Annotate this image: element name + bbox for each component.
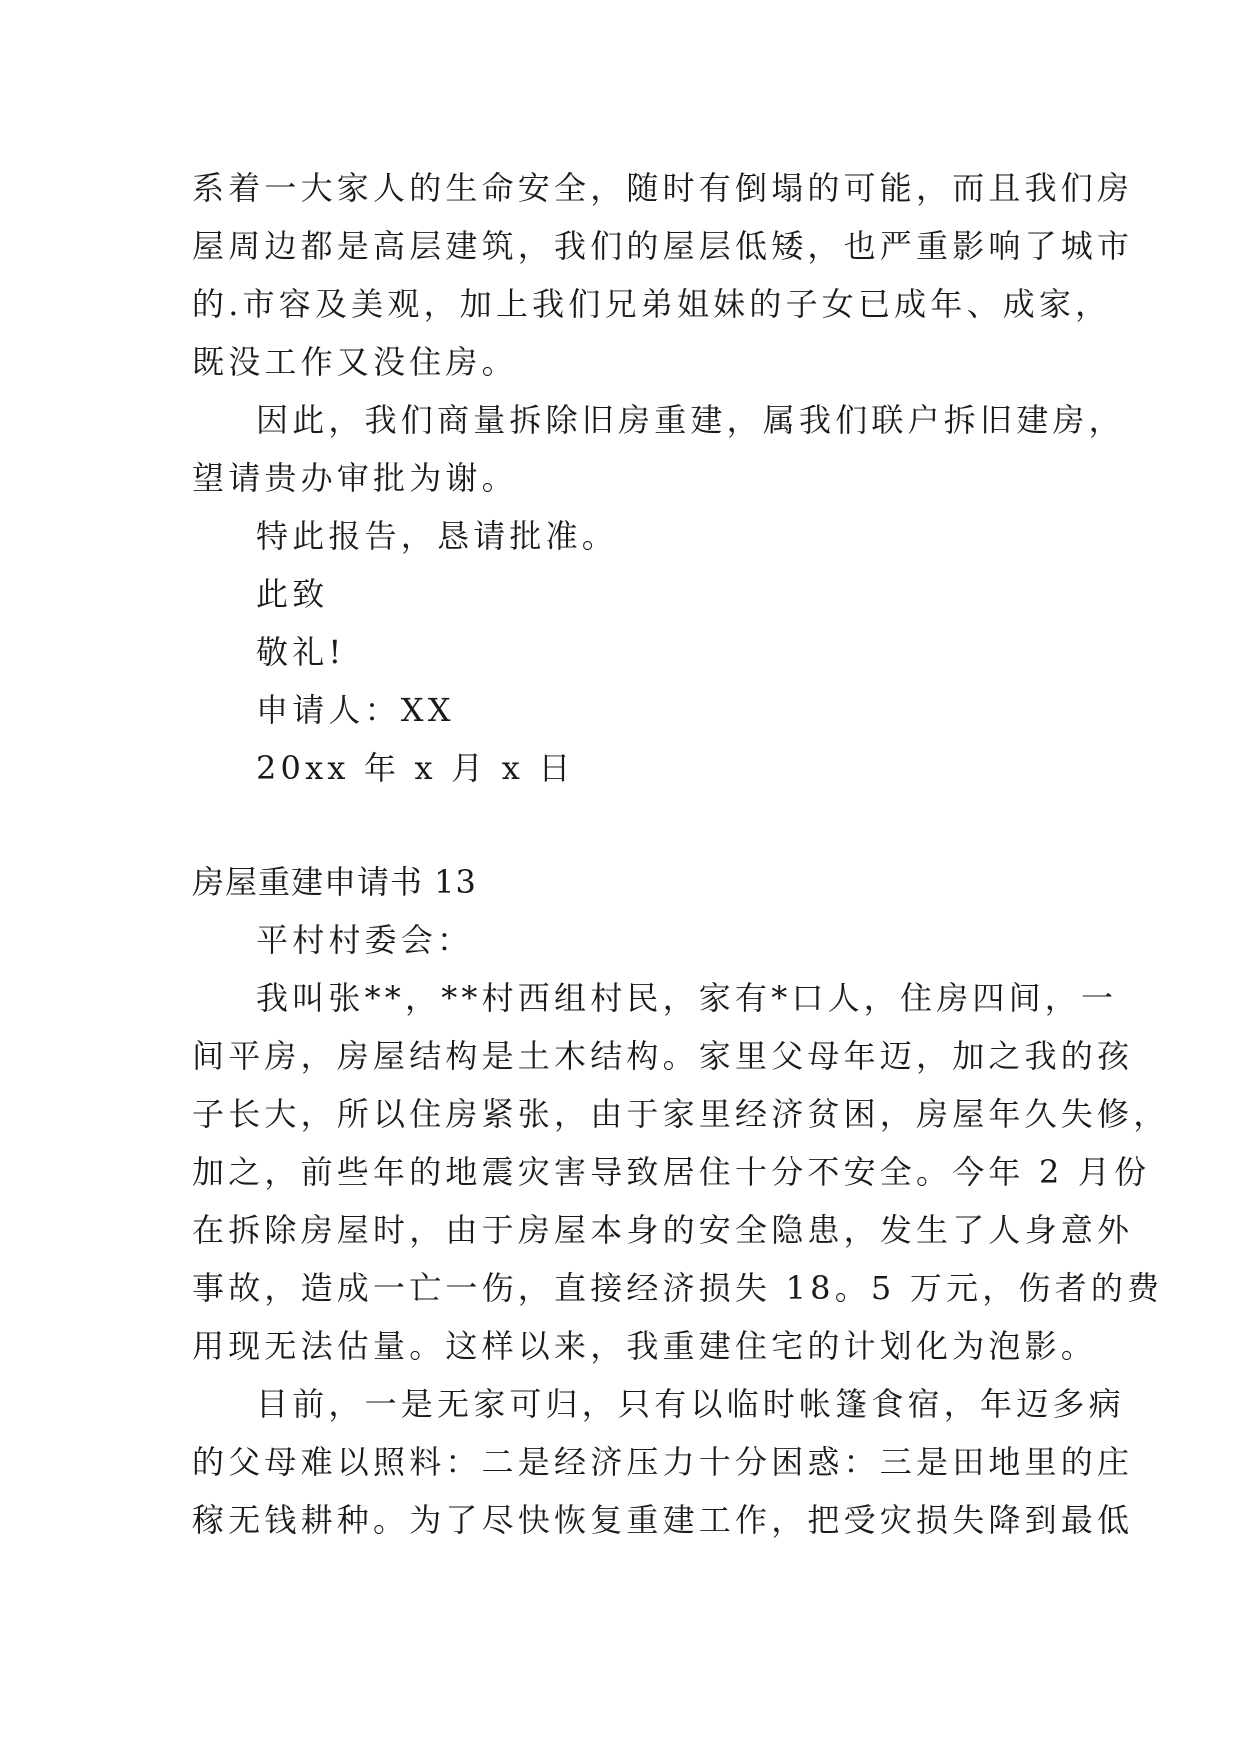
text-line: 子长大，所以住房紧张，由于家里经济贫困，房屋年久失修， (192, 1095, 1170, 1133)
text-line: 我叫张**，**村西组村民，家有*口人，住房四间，一 (256, 979, 1118, 1017)
closing-report-line: 特此报告，恳请批准。 (256, 517, 619, 555)
text-line: 间平房，房屋结构是土木结构。家里父母年迈，加之我的孩 (192, 1037, 1134, 1075)
text-line: 系着一大家人的生命安全，随时有倒塌的可能，而且我们房 (192, 169, 1134, 207)
text-line: 的父母难以照料：二是经济压力十分困惑：三是田地里的庄 (192, 1443, 1134, 1481)
text-line: 稼无钱耕种。为了尽快恢复重建工作，把受灾损失降到最低 (192, 1501, 1134, 1539)
text-line: 在拆除房屋时，由于房屋本身的安全隐患，发生了人身意外 (192, 1211, 1134, 1249)
text-line: 既没工作又没住房。 (192, 343, 518, 381)
closing-salutation: 此致 (256, 575, 329, 613)
text-line: 目前，一是无家可归，只有以临时帐篷食宿，年迈多病 (256, 1385, 1125, 1423)
text-line: 因此，我们商量拆除旧房重建，属我们联户拆旧建房， (256, 401, 1125, 439)
applicant-signature: 申请人：XX (256, 691, 455, 729)
text-line: 事故，造成一亡一伤，直接经济损失 18。5 万元，伤者的费 (192, 1269, 1164, 1307)
text-line: 望请贵办审批为谢。 (192, 459, 518, 497)
closing-salutation: 敬礼! (256, 633, 346, 671)
text-line: 用现无法估量。这样以来，我重建住宅的计划化为泡影。 (192, 1327, 1098, 1365)
document-date: 20xx 年 x 月 x 日 (256, 749, 575, 787)
text-line: 的.市容及美观，加上我们兄弟姐妹的子女已成年、成家， (192, 285, 1112, 323)
text-line: 屋周边都是高层建筑，我们的屋层低矮，也严重影响了城市 (192, 227, 1134, 265)
addressee: 平村村委会： (256, 921, 474, 959)
text-line: 加之，前些年的地震灾害导致居住十分不安全。今年 2 月份 (192, 1153, 1151, 1191)
section-title: 房屋重建申请书 13 (192, 863, 477, 901)
